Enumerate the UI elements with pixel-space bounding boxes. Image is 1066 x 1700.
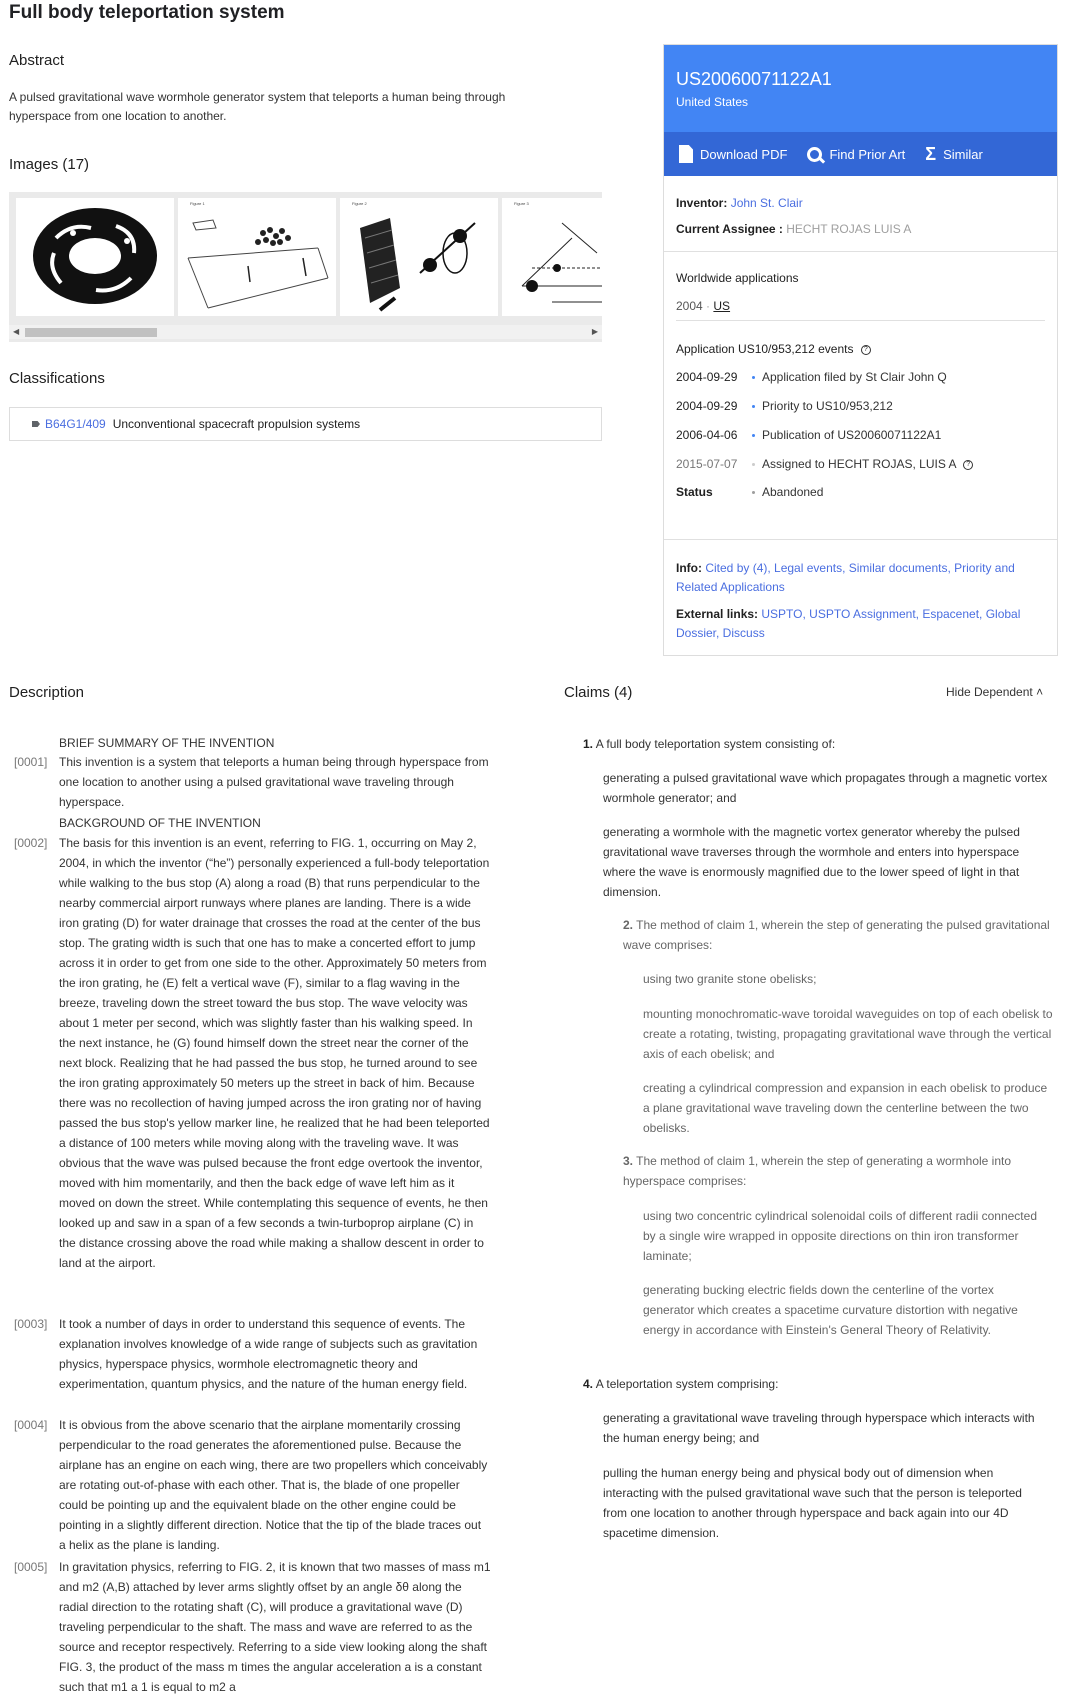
help-icon[interactable]: ? [861,345,871,355]
similar-button[interactable] [925,146,983,162]
event-date: 2015-07-07 [676,457,738,471]
timeline-dot [752,376,755,379]
status-value: Abandoned [762,485,824,499]
event-text: Application filed by St Clair John Q [762,370,947,384]
find-prior-art-label: Find Prior Art [829,146,906,162]
paragraph-number: [0004] [14,1418,48,1432]
page-title: Full body teleportation system [9,2,285,23]
paragraph-number: [0005] [14,1560,48,1574]
worldwide-label: Worldwide applications [676,271,799,285]
download-pdf-label: Download PDF [700,146,788,162]
info-links[interactable]: Related Applications [676,580,785,594]
gallery-scrollbar[interactable] [9,325,602,339]
timeline-dot [752,405,755,408]
claim-number: 4. [583,1377,594,1391]
inventor-label: Inventor: [676,196,728,210]
inventor-row [676,196,803,210]
timeline-dot [752,463,755,466]
image-thumbnail-3[interactable] [340,198,498,316]
external-links-label: External links: [676,607,759,621]
classification-description: Unconventional spacecraft propulsion systems [112,417,361,431]
claim-element: pulling the human energy being and physical body out of dimension when interacting with the pulsed gravitational wave such that the person is teleported from one location to another through hyperspace and back again into our 4D spacetime dimension. [603,1466,1022,1540]
claim-text: A full body teleportation system consisting of: [595,737,836,751]
description-heading: Description [9,684,85,701]
info-row [676,559,1015,597]
event-text: Publication of US20060071122A1 [762,428,942,442]
background-heading: BACKGROUND OF THE INVENTION [59,816,261,830]
claim-text: A teleportation system comprising: [595,1377,779,1391]
torus-figure-icon [16,198,174,316]
worldwide-row: 2004 · US [676,299,731,313]
paragraph-text: This invention is a system that teleports a human being through hyperspace from one location to another using a pulsed gravitational wave traveling through hyperspace. [59,755,489,809]
claim-element: creating a cylindrical compression and expansion in each obelisk to produce a plane gravitational wave traveling down the centerline between the two obelisks. [643,1081,1048,1135]
wave-rotor-figure-icon [340,198,498,316]
claim-text: The method of claim 1, wherein the step of generating a wormhole into hyperspace comprises: [623,1154,1012,1188]
publication-country: United States [676,95,749,109]
info-label: Info: [676,561,702,575]
classification-row [9,407,602,441]
paragraph-text: It took a number of days in order to understand this sequence of events. The explanation involves knowledge of a wide range of subjects such as gravitation physics, hyperspace physics, wormhole electromagnetic theory and experimentation, quantum physics, and the nature of the human energy field. [59,1317,478,1391]
claim-number: 2. [623,918,634,932]
image-gallery [9,192,602,342]
assignee-label: Current Assignee : [676,222,783,236]
geometry-figure-icon [502,198,602,316]
scrollbar-thumb[interactable] [25,328,157,337]
claim-3 [623,1151,1053,1191]
abstract-heading: Abstract [9,52,65,69]
figure-label: Figure 2 [352,201,367,206]
status-label: Status [676,485,713,499]
help-icon[interactable]: ? [963,460,973,470]
figure-label: Figure 1 [190,201,205,206]
abstract-text: A pulsed gravitational wave wormhole generator system that teleports a human being through hyperspace from one location to another. [9,90,506,123]
images-heading: Images (17) [9,156,90,173]
event-date: 2006-04-06 [676,428,738,442]
claim-element: generating bucking electric fields down the centerline of the vortex generator which creates a spacetime curvature distortion with negative energy in accordance with Einstein's General Theory of Relativity. [643,1283,1018,1337]
chevron-up-icon: ˄ [1036,685,1044,699]
figure-label: Figure 3 [514,201,529,206]
card-header [664,45,1057,132]
claim-4 [583,1374,1053,1394]
event-date: 2004-09-29 [676,399,738,413]
classification-code-link[interactable]: B64G1/409 [45,417,106,431]
timeline-dot [752,491,755,494]
tag-icon [32,421,40,427]
search-icon [807,147,822,162]
hide-dependent-label: Hide Dependent [946,685,1033,699]
paragraph-number: [0003] [14,1317,48,1331]
claim-element: generating a pulsed gravitational wave which propagates through a magnetic vortex wormhole generator; and [603,771,1048,805]
claim-text: The method of claim 1, wherein the step of generating the pulsed gravitational wave comprises: [623,918,1050,952]
divider [664,251,1057,252]
publication-number: US20060071122A1 [676,69,832,89]
timeline-dot [752,434,755,437]
claim-number: 3. [623,1154,634,1168]
event-text: Priority to US10/953,212 [762,399,893,413]
classifications-heading: Classifications [9,370,105,387]
assignee-value: HECHT ROJAS LUIS A [786,222,912,236]
external-links[interactable]: Dossier, Discuss [676,626,765,640]
info-links[interactable]: Cited by (4), Legal events, Similar documents, Priority and [705,561,1015,575]
claim-element: using two concentric cylindrical solenoidal coils of different radii connected by a single wire wrapped in opposite directions on thin iron transformer laminate; [643,1209,1037,1263]
scroll-right-icon[interactable]: ▶ [591,327,598,336]
events-label: Application US10/953,212 events [676,342,854,356]
find-prior-art-button[interactable] [807,147,905,162]
worldwide-year: 2004 [676,299,703,313]
claims-heading: Claims (4) [564,684,633,701]
events-header [676,342,871,356]
worldwide-country-link[interactable]: US [713,299,731,313]
paragraph-text: The basis for this invention is an event, referring to FIG. 1, occurring on May 2, 2004, in which the inventor (“he”) personally experienced a full-body teleportation while walking to the bus stop (A) along a road (B) that runs perpendicular to the nearby commercial airport runways where planes are landing. There is a wide iron grating (D) for water drainage that crosses the road at the center of the bus stop. The grating width is such that one has to make a concerted effort to jump across it in order to get from one side to the other. Approximately 50 meters from the iron grating, he (E) felt a vertical wave (F), similar to a flag waving in the breeze, traveling down the street toward the bus stop. The wave velocity was about 1 meter per second, which was slightly faster than his walking speed. In the next instance, he (G) found himself down the street near the corner of the next block. Realizing that he had passed the bus stop, he turned around to see the iron grating approximately 50 meters up the street in back of him. Because there was no recollection of having jumped across the iron grating nor of having passed the bus stop's yellow marker line, he realized that he had been teleported a distance of 100 meters while moving along with the traveling wave. It was obvious that the wave was pulsed because the front edge overtook the inventor, moved with him momentarily, and then the back edge of wave left him as it moved on down the street. While contemplating this sequence of events, he then looked up and saw in a span of a few seconds a twin-turboprop airplane (C) in the distance crossing above the road while making a shallow descent in order to land at the airport. [59,836,490,1270]
event-text-row [762,457,973,471]
claim-element: generating a wormhole with the magnetic vortex generator whereby the pulsed gravitational wave traverses through the wormhole and enters into hyperspace where the wave is enormously magnified due to the lower speed of light in that dimension. [603,825,1020,899]
download-pdf-button[interactable] [679,145,787,163]
document-icon [679,145,693,163]
image-thumbnail-2[interactable] [178,198,336,316]
image-thumbnail-1[interactable] [16,198,174,316]
claim-number: 1. [583,737,594,751]
external-links[interactable]: USPTO, USPTO Assignment, Espacenet, Global [761,607,1021,621]
patent-info-card [663,44,1058,656]
scroll-left-icon[interactable]: ◀ [13,327,20,336]
image-thumbnail-4[interactable] [502,198,602,316]
summary-heading: BRIEF SUMMARY OF THE INVENTION [59,736,275,750]
hide-dependent-toggle[interactable] [946,685,1043,699]
claim-element: using two granite stone obelisks; [643,972,817,986]
claim-element: generating a gravitational wave traveling through hyperspace which interacts with the human energy being; and [603,1411,1035,1445]
divider [676,320,1045,321]
assignee-row [676,222,911,236]
inventor-link[interactable]: John St. Clair [730,196,803,210]
event-text: Assigned to HECHT ROJAS, LUIS A [762,457,956,471]
external-links-row [676,605,1020,643]
divider [664,539,1057,540]
claim-2 [623,915,1053,955]
street-scene-figure-icon [178,198,336,316]
claim-1 [583,734,1053,754]
paragraph-text: It is obvious from the above scenario that the airplane momentarily crossing perpendicular to the road generates the aforementioned pulse. Because the airplane has an engine on each wing, there are two propellers which conceivably are rotating out-of-phase with each other. That is, the blade of one propeller could be pointing up and the equivalent blade on the other engine could be pointing in a slightly different direction. Notice that the tip of the blade traces out a helix as the plane is landing. [59,1418,488,1552]
paragraph-number: [0002] [14,836,48,850]
event-date: 2004-09-29 [676,370,738,384]
similar-label: Similar [943,146,983,162]
sigma-icon: Σ [925,144,937,164]
card-actions [664,132,1057,176]
paragraph-number: [0001] [14,755,48,769]
paragraph-text: In gravitation physics, referring to FIG. 2, it is known that two masses of mass m1 and m2 (A,B) attached by lever arms slightly offset by an angle δθ along the radial direction to the rotating shaft (C), will produce a gravitational wave (D) traveling perpendicular to the shaft. The mass and wave are referred to as the source and receptor respectively. Referring to a side view looking along the shaft FIG. 3, the product of the mass m times the angular acceleration a is a constant such that m1 a 1 is equal to m2 a [59,1560,491,1694]
claim-element: mounting monochromatic-wave toroidal waveguides on top of each obelisk to create a rotating, twisting, propagating gravitational wave through the vertical axis of each obelisk; and [643,1007,1053,1061]
